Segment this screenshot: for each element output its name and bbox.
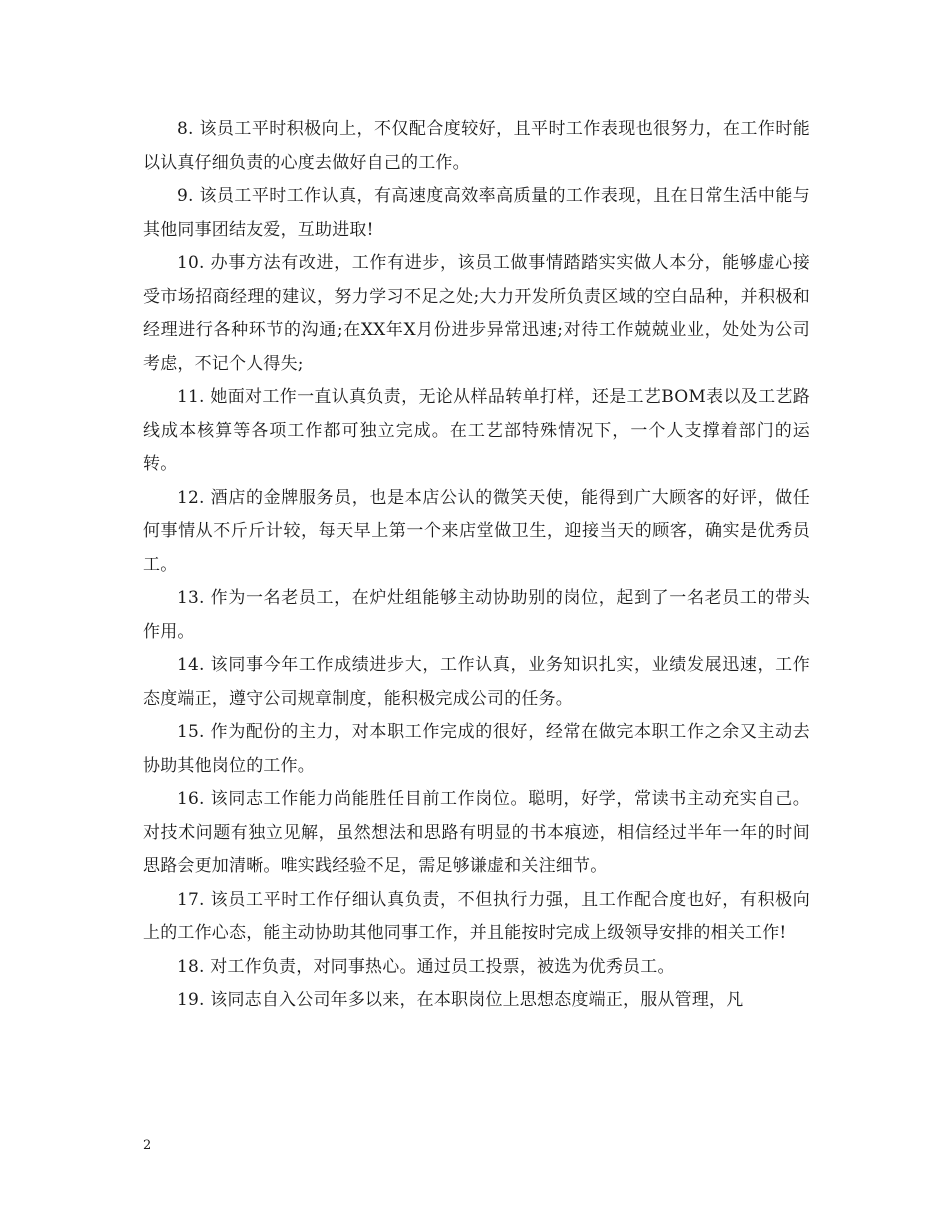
document-body [143, 113, 810, 1018]
paragraph-item-15: 15. 作为配份的主力，对本职工作完成的很好，经常在做完本职工作之余又主动去协助其他岗位的工作。 [143, 722, 810, 776]
paragraph-item-14: 14. 该同事今年工作成绩进步大，工作认真，业务知识扎实，业绩发展迅速，工作态度端正，遵守公司规章制度，能积极完成公司的任务。 [143, 655, 810, 709]
paragraph-item-8: 8. 该员工平时积极向上，不仅配合度较好，且平时工作表现也很努力，在工作时能以认真仔细负责的心度去做好自己的工作。 [143, 119, 810, 173]
paragraph-item-11: 11. 她面对工作一直认真负责，无论从样品转单打样，还是工艺BOM表以及工艺路线成本核算等各项工作都可独立完成。在工艺部特殊情况下，一个人支撑着部门的运转。 [143, 387, 810, 474]
paragraph-item-13: 13. 作为一名老员工，在炉灶组能够主动协助别的岗位，起到了一名老员工的带头作用。 [143, 588, 810, 642]
paragraph-item-18: 18. 对工作负责，对同事热心。通过员工投票，被选为优秀员工。 [177, 956, 675, 977]
paragraph-item-12: 12. 酒店的金牌服务员，也是本店公认的微笑天使，能得到广大顾客的好评，做任何事情从不斤斤计较，每天早上第一个来店堂做卫生，迎接当天的顾客，确实是优秀员工。 [143, 487, 810, 575]
paragraph-item-16: 16. 该同志工作能力尚能胜任目前工作岗位。聪明，好学，常读书主动充实自己。对技术问题有独立见解，虽然想法和思路有明显的书本痕迹，相信经过半年一年的时间思路会更加清晰。唯实践经验不足，需足够谦虚和关注细节。 [143, 789, 810, 876]
paragraph-item-10: 10. 办事方法有改进，工作有进步，该员工做事情踏踏实实做人本分，能够虚心接受市场招商经理的建议，努力学习不足之处;大力开发所负责区域的空白品种，并积极和经理进行各种环节的沟通;在XX年X月份进步异常迅速;对待工作兢兢业业，处处为公司考虑，不记个人得失; [143, 253, 810, 374]
paragraph-item-9: 9. 该员工平时工作认真，有高速度高效率高质量的工作表现，且在日常生活中能与其他同事团结友爱，互助进取! [143, 186, 810, 240]
paragraph-item-19: 19. 该同志自入公司年多以来，在本职岗位上思想态度端正，服从管理，凡 [177, 990, 744, 1010]
page-number: 2 [143, 1138, 152, 1153]
paragraph-item-17: 17. 该员工平时工作仔细认真负责，不但执行力强，且工作配合度也好，有积极向上的工作心态，能主动协助其他同事工作，并且能按时完成上级领导安排的相关工作! [143, 889, 810, 943]
